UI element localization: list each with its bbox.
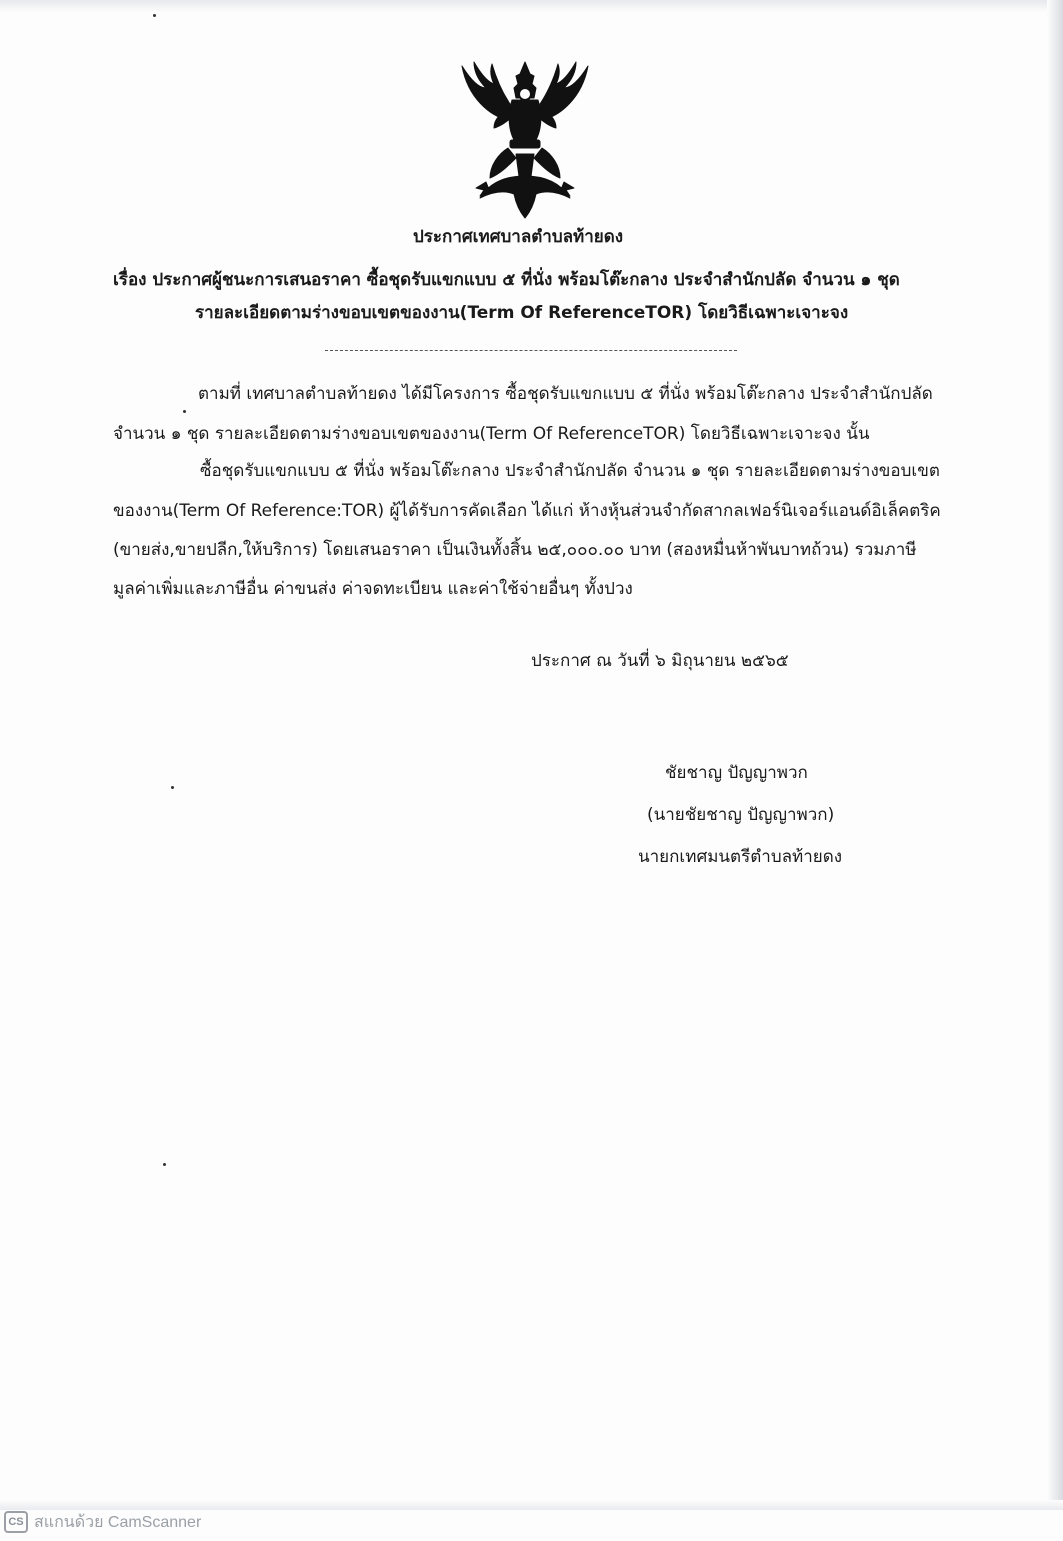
paragraph-2-line-1: ซื้อชุดรับแขกแบบ ๕ ที่นั่ง พร้อมโต๊ะกลาง ประจำสำนักปลัด จำนวน ๑ ชุด รายละเอียดตามร่างขอบเขต (200, 461, 940, 481)
paragraph-2-line-4: มูลค่าเพิ่มและภาษีอื่น ค่าขนส่ง ค่าจดทะเบียน และค่าใช้จ่ายอื่นๆ ทั้งปวง (113, 579, 633, 599)
paragraph-1-line-1: ตามที่ เทศบาลตำบลท้ายดง ได้มีโครงการ ซื้อชุดรับแขกแบบ ๕ ที่นั่ง พร้อมโต๊ะกลาง ประจำสำนักปลัด (198, 384, 933, 404)
signatory-full-name: (นายชัยชาญ ปัญญาพวก) (647, 805, 835, 825)
scan-speck (163, 1163, 166, 1166)
subject-line-1: เรื่อง ประกาศผู้ชนะการเสนอราคา ซื้อชุดรับแขกแบบ ๕ ที่นั่ง พร้อมโต๊ะกลาง ประจำสำนักปลัด จำนวน ๑ ชุด (113, 270, 900, 290)
paragraph-2-line-2: ของงาน(Term Of Reference:TOR) ผู้ได้รับการคัดเลือก ได้แก่ ห้างหุ้นส่วนจำกัดสากลเฟอร์นิเจอร์แอนด์อิเล็คตริค (113, 501, 941, 521)
announcement-date: ประกาศ ณ วันที่ ๖ มิถุนายน ๒๕๖๕ (531, 651, 789, 671)
paragraph-2-line-3: (ขายส่ง,ขายปลีก,ให้บริการ) โดยเสนอราคา เป็นเงินทั้งสิ้น ๒๕,๐๐๐.๐๐ บาท (สองหมื่นห้าพันบาทถ้วน) รวมภาษี (113, 540, 917, 560)
scan-speck (171, 786, 174, 789)
camscanner-text: สแกนด้วย CamScanner (34, 1513, 202, 1531)
garuda-emblem-icon (450, 58, 600, 220)
subject-line-2: รายละเอียดตามร่างขอบเขตของงาน(Term Of ReferenceTOR) โดยวิธีเฉพาะเจาะจง (195, 303, 849, 323)
signature-name: ชัยชาญ ปัญญาพวก (665, 763, 808, 783)
scan-speck (183, 410, 186, 413)
scan-speck (153, 14, 156, 17)
separator-line (325, 350, 737, 351)
signatory-position: นายกเทศมนตรีตำบลท้ายดง (638, 847, 843, 867)
scan-edge-bottom (0, 1500, 1063, 1510)
scan-edge-right (1047, 0, 1063, 1500)
scan-edge-top (0, 0, 1063, 12)
camscanner-logo-icon: CS (4, 1511, 28, 1533)
camscanner-watermark (4, 1510, 201, 1534)
organization-heading: ประกาศเทศบาลตำบลท้ายดง (413, 227, 624, 247)
paragraph-1-line-2: จำนวน ๑ ชุด รายละเอียดตามร่างขอบเขตของงาน(Term Of ReferenceTOR) โดยวิธีเฉพาะเจาะจง นั้น (113, 424, 870, 444)
